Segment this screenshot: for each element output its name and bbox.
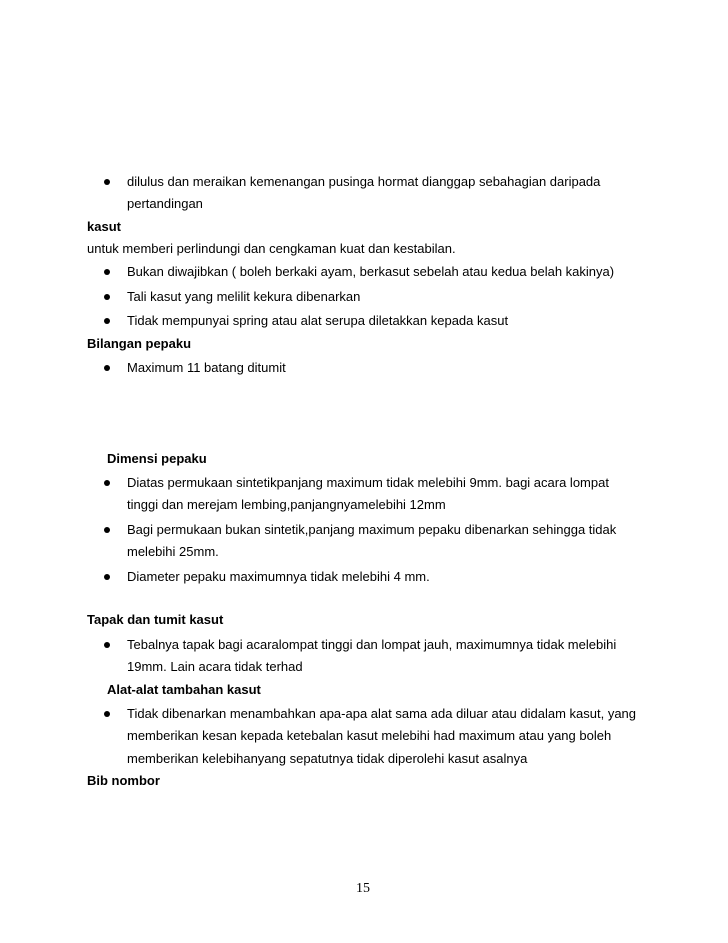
bullet-text-continued: melebihi 25mm. <box>127 544 219 559</box>
bullet-text-continued: memberikan kesan kepada ketebalan kasut melebihi had maximum atau yang boleh <box>127 728 612 743</box>
section-heading-bilangan-pepaku: Bilangan pepaku <box>87 336 192 351</box>
bullet-dot <box>104 365 110 371</box>
bullet-text: Bukan diwajibkan ( boleh berkaki ayam, berkasut sebelah atau kedua belah kakinya) <box>127 264 615 279</box>
bullet-dot <box>104 480 110 486</box>
section-heading-dimensi-pepaku: Dimensi pepaku <box>107 451 207 466</box>
bullet-dot <box>104 318 110 324</box>
bullet-text-continued: pertandingan <box>127 196 203 211</box>
bullet-text: Tidak mempunyai spring atau alat serupa diletakkan kepada kasut <box>127 313 509 328</box>
section-heading-alat-tambahan: Alat-alat tambahan kasut <box>107 682 261 697</box>
section-heading-kasut: kasut <box>87 219 121 234</box>
bullet-dot <box>104 527 110 533</box>
bullet-text: Maximum 11 batang ditumit <box>127 360 286 375</box>
bullet-text-continued: tinggi dan merejam lembing,panjangnyamelebihi 12mm <box>127 497 446 512</box>
bullet-dot <box>104 294 110 300</box>
bullet-text: Tebalnya tapak bagi acaralompat tinggi dan lompat jauh, maximumnya tidak melebihi <box>127 637 617 652</box>
bullet-dot <box>104 574 110 580</box>
bullet-text: Tali kasut yang melilit kekura dibenarkan <box>127 289 361 304</box>
bullet-text: Diatas permukaan sintetikpanjang maximum tidak melebihi 9mm. bagi acara lompat <box>127 475 609 490</box>
bullet-text-continued: 19mm. Lain acara tidak terhad <box>127 659 303 674</box>
page-number: 15 <box>356 881 370 896</box>
bullet-text: Tidak dibenarkan menambahkan apa-apa alat sama ada diluar atau didalam kasut, yang <box>127 706 637 721</box>
bullet-text: dilulus dan meraikan kemenangan pusinga hormat dianggap sebahagian daripada <box>127 174 601 189</box>
bullet-text: Diameter pepaku maximumnya tidak melebihi 4 mm. <box>127 569 430 584</box>
section-heading-bib-nombor: Bib nombor <box>87 773 160 788</box>
bullet-text-continued: memberikan kelebihanyang sepatutnya tidak diperolehi kasut asalnya <box>127 751 528 766</box>
section-heading-tapak: Tapak dan tumit kasut <box>87 612 224 627</box>
bullet-dot <box>104 642 110 648</box>
bullet-dot <box>104 711 110 717</box>
bullet-dot <box>104 269 110 275</box>
bullet-dot <box>104 179 110 185</box>
bullet-text: Bagi permukaan bukan sintetik,panjang maximum pepaku dibenarkan sehingga tidak <box>127 522 617 537</box>
paragraph-kasut: untuk memberi perlindungi dan cengkaman kuat dan kestabilan. <box>87 241 456 256</box>
